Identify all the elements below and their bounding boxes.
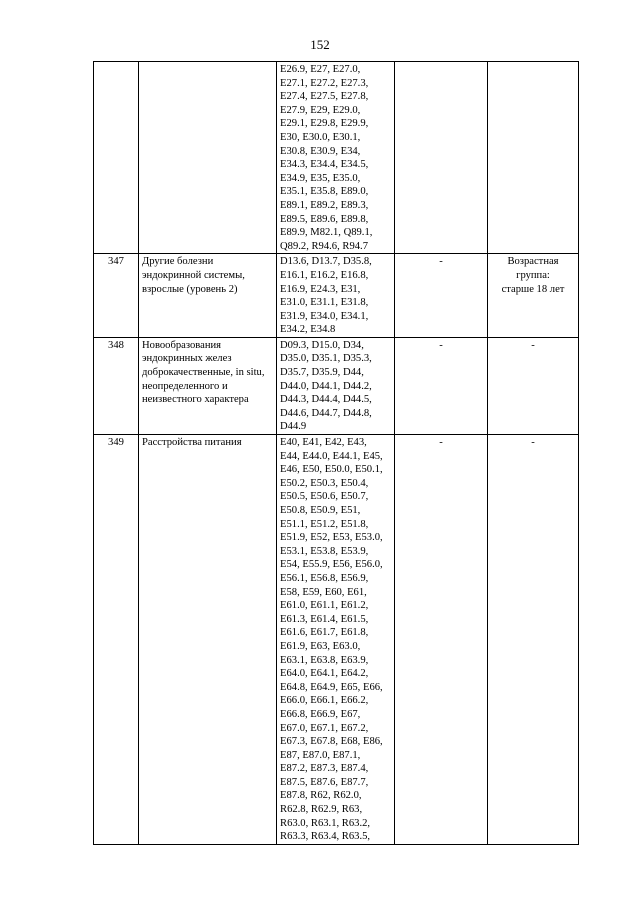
row-codes xyxy=(277,337,395,434)
code-line: E34.2, E34.8 xyxy=(280,324,336,336)
code-line: E67.0, E67.1, E67.2, xyxy=(280,722,369,734)
code-line: E89.9, M82.1, Q89.1, xyxy=(280,227,373,239)
code-line: E27.9, E29, E29.0, xyxy=(280,104,361,116)
code-line: D35.7, D35.9, D44, xyxy=(280,367,364,379)
code-line: D09.3, D15.0, D34, xyxy=(280,339,364,351)
code-line: E67.3, E67.8, E68, E86, xyxy=(280,736,383,748)
code-line: E89.1, E89.2, E89.3, xyxy=(280,199,369,211)
code-line: E87.2, E87.3, E87.4, xyxy=(280,763,369,775)
code-line: E61.6, E61.7, E61.8, xyxy=(280,627,369,639)
row-codes xyxy=(277,254,395,338)
code-line: D13.6, D13.7, D35.8, xyxy=(280,256,372,268)
code-line: E16.1, E16.2, E16.8, xyxy=(280,269,369,281)
row-number: 349 xyxy=(94,435,139,845)
code-line: D44.9 xyxy=(280,421,307,433)
code-line: D44.6, D44.7, D44.8, xyxy=(280,407,372,419)
table-row-continuation xyxy=(94,62,579,254)
row-codes xyxy=(277,435,395,845)
row-col-b: - xyxy=(488,337,579,434)
code-line: R63.3, R63.4, R63.5, xyxy=(280,831,371,843)
page-number: 152 xyxy=(310,37,330,52)
code-line: R63.0, R63.1, R63.2, xyxy=(280,817,371,829)
code-line: E34.9, E35, E35.0, xyxy=(280,172,361,184)
row-name: Расстройства питания xyxy=(139,435,277,845)
code-line: E50.8, E50.9, E51, xyxy=(280,505,361,516)
classification-table xyxy=(93,61,579,845)
code-line: E87.5, E87.6, E87.7, xyxy=(280,776,369,788)
row-col-a: - xyxy=(395,337,488,434)
code-line: D44.3, D44.4, D44.5, xyxy=(280,394,372,406)
code-line: E61.3, E61.4, E61.5, xyxy=(280,613,369,625)
code-line: E53.1, E53.8, E53.9, xyxy=(280,545,369,557)
code-line: R62.8, R62.9, R63, xyxy=(280,804,363,816)
code-line: E63.1, E63.8, E63.9, xyxy=(280,654,369,666)
code-line: E31.0, E31.1, E31.8, xyxy=(280,297,369,309)
row-col-a: - xyxy=(395,435,488,845)
code-line: E30, E30.0, E30.1, xyxy=(280,131,361,143)
code-line: E87.8, R62, R62.0, xyxy=(280,790,362,802)
row-col-a: - xyxy=(395,254,488,338)
code-line: E27.1, E27.2, E27.3, xyxy=(280,77,369,89)
row-col-a xyxy=(395,62,488,254)
code-line: E29.1, E29.8, E29.9, xyxy=(280,118,369,130)
row-name: Другие болезни эндокринной системы, взрослые (уровень 2) xyxy=(139,254,277,338)
code-line: E40, E41, E42, E43, xyxy=(280,437,367,449)
code-line: D35.0, D35.1, D35.3, xyxy=(280,353,372,365)
code-line: E64.0, E64.1, E64.2, xyxy=(280,668,369,680)
code-line: E54, E55.9, E56, E56.0, xyxy=(280,559,383,571)
code-line: E87, E87.0, E87.1, xyxy=(280,749,361,761)
code-line: E30.8, E30.9, E34, xyxy=(280,145,361,157)
row-number: 347 xyxy=(94,254,139,338)
code-line: E34.3, E34.4, E34.5, xyxy=(280,159,369,171)
code-line: E64.8, E64.9, E65, E66, xyxy=(280,681,383,693)
code-line: E35.1, E35.8, E89.0, xyxy=(280,186,369,198)
table-row-349 xyxy=(94,435,579,845)
code-line: E66.8, E66.9, E67, xyxy=(280,708,361,720)
row-number: 348 xyxy=(94,337,139,434)
code-line: E89.5, E89.6, E89.8, xyxy=(280,213,369,225)
code-line: E16.9, E24.3, E31, xyxy=(280,283,361,295)
code-line: E66.0, E66.1, E66.2, xyxy=(280,695,369,707)
table-row-348 xyxy=(94,337,579,434)
code-line: E44, E44.0, E44.1, E45, xyxy=(280,450,383,462)
row-number xyxy=(94,62,139,254)
code-line: E31.9, E34.0, E34.1, xyxy=(280,310,369,322)
code-line: E51.1, E51.2, E51.8, xyxy=(280,518,369,530)
code-line: E26.9, E27, E27.0, xyxy=(280,64,361,75)
code-line: Q89.2, R94.6, R94.7 xyxy=(280,240,368,252)
row-col-b: Возрастная группа: старше 18 лет xyxy=(488,254,579,338)
code-line: E46, E50, E50.0, E50.1, xyxy=(280,464,383,476)
code-line: E27.4, E27.5, E27.8, xyxy=(280,91,369,103)
row-name: Новообразования эндокринных желез доброкачественные, in situ, неопределенного и неизвестного характера xyxy=(139,337,277,434)
row-codes xyxy=(277,62,395,254)
code-line: E51.9, E52, E53, E53.0, xyxy=(280,532,383,544)
row-col-b xyxy=(488,62,579,254)
row-name xyxy=(139,62,277,254)
code-line: E50.2, E50.3, E50.4, xyxy=(280,477,369,489)
code-line: E61.9, E63, E63.0, xyxy=(280,640,361,652)
code-line: E50.5, E50.6, E50.7, xyxy=(280,491,369,503)
code-line: E61.0, E61.1, E61.2, xyxy=(280,600,369,612)
code-line: E58, E59, E60, E61, xyxy=(280,586,367,598)
code-line: D44.0, D44.1, D44.2, xyxy=(280,380,372,392)
code-line: E56.1, E56.8, E56.9, xyxy=(280,572,369,584)
row-col-b: - xyxy=(488,435,579,845)
table-row-347 xyxy=(94,254,579,338)
